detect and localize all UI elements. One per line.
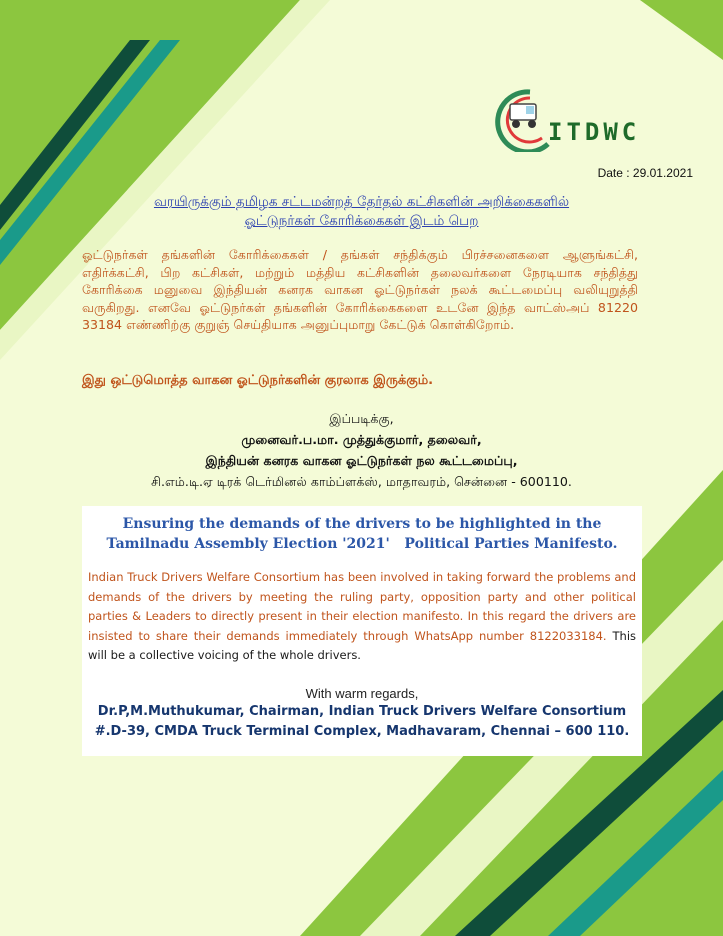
english-title-line2: Tamilnadu Assembly Election '2021' Political Parties Manifesto.	[106, 536, 618, 552]
tamil-sig-line2: முனைவர்.ப.மா. முத்துக்குமார், தலைவர்,	[241, 432, 482, 447]
logo-text: ITDWC	[548, 118, 641, 146]
tamil-title-line2: ஓட்டுநர்கள் கோரிக்கைகள் இடம் பெற	[244, 213, 479, 229]
tamil-paragraph: ஓட்டுநர்கள் தங்களின் கோரிக்கைகள் / தங்கள் சந்திக்கும் பிரச்சனைகளை ஆளுங்கட்சி, எதிர்க்கட்சி, பிற கட்சிகள், மற்றும் மத்திய கட்சிகளின் தலைவர்களை நேரடியாக சந்தித்து கோரிக்கை மனுவை இந்தியன் கனரக வாகன ஓட்டுநர்கள் நலக் கூட்டமைப்பு வலியுறுத்தி வருகிறது. எனவே ஓட்டுநர்கள் தங்களின் கோரிக்கைகளை உடனே இந்த வாட்ஸ்அப் 81220 33184 எண்ணிற்கு குறுஞ் செய்தியாக அனுப்புமாறு கேட்டுக் கொள்கிறோம்.	[82, 247, 638, 332]
english-notice-box	[82, 506, 642, 756]
english-paragraph-closing: This will be a collective voicing of the whole drivers.	[88, 628, 637, 662]
tamil-sig-line4: சி.எம்.டி.ஏ டிரக் டெர்மினல் காம்ப்ளக்ஸ், மாதாவரம், சென்னை - 600110.	[151, 474, 572, 489]
tamil-signature	[60, 408, 663, 492]
english-sig-line1: Dr.P,M.Muthukumar, Chairman, Indian Truck Drivers Welfare Consortium	[97, 704, 627, 719]
tamil-bold-line: இது ஒட்டுமொத்த வாகன ஓட்டுநர்களின் குரலாக இருக்கும்.	[82, 373, 434, 388]
tamil-title-line1: வரயிருக்கும் தமிழக சட்டமன்றத் தேர்தல் கட்சிகளின் அறிக்கைகளில்	[153, 194, 570, 210]
english-paragraph-main: Indian Truck Drivers Welfare Consortium has been involved in taking forward the problems and demands of the drivers by meeting the ruling party, opposition party and other political parties & Leaders to directly present in their election manifesto. In this regard the drivers are insisted to share their demands immediately through WhatsApp number 8122033184.	[88, 570, 636, 643]
tamil-sig-line3: இந்தியன் கனரக வாகன ஓட்டுநர்கள் நல கூட்டமைப்பு,	[205, 453, 518, 468]
tamil-sig-line1: இப்படிக்கு,	[329, 411, 394, 426]
english-signature	[82, 702, 642, 742]
date-label: Date : 29.01.2021	[597, 166, 693, 180]
english-title	[82, 514, 642, 554]
english-sig-line2: #.D-39, CMDA Truck Terminal Complex, Madhavaram, Chennai – 600 110.	[94, 724, 630, 739]
english-paragraph	[88, 568, 636, 666]
english-regards: With warm regards,	[305, 686, 419, 701]
tamil-title	[60, 193, 663, 231]
english-title-line1: Ensuring the demands of the drivers to be highlighted in the	[122, 516, 602, 532]
